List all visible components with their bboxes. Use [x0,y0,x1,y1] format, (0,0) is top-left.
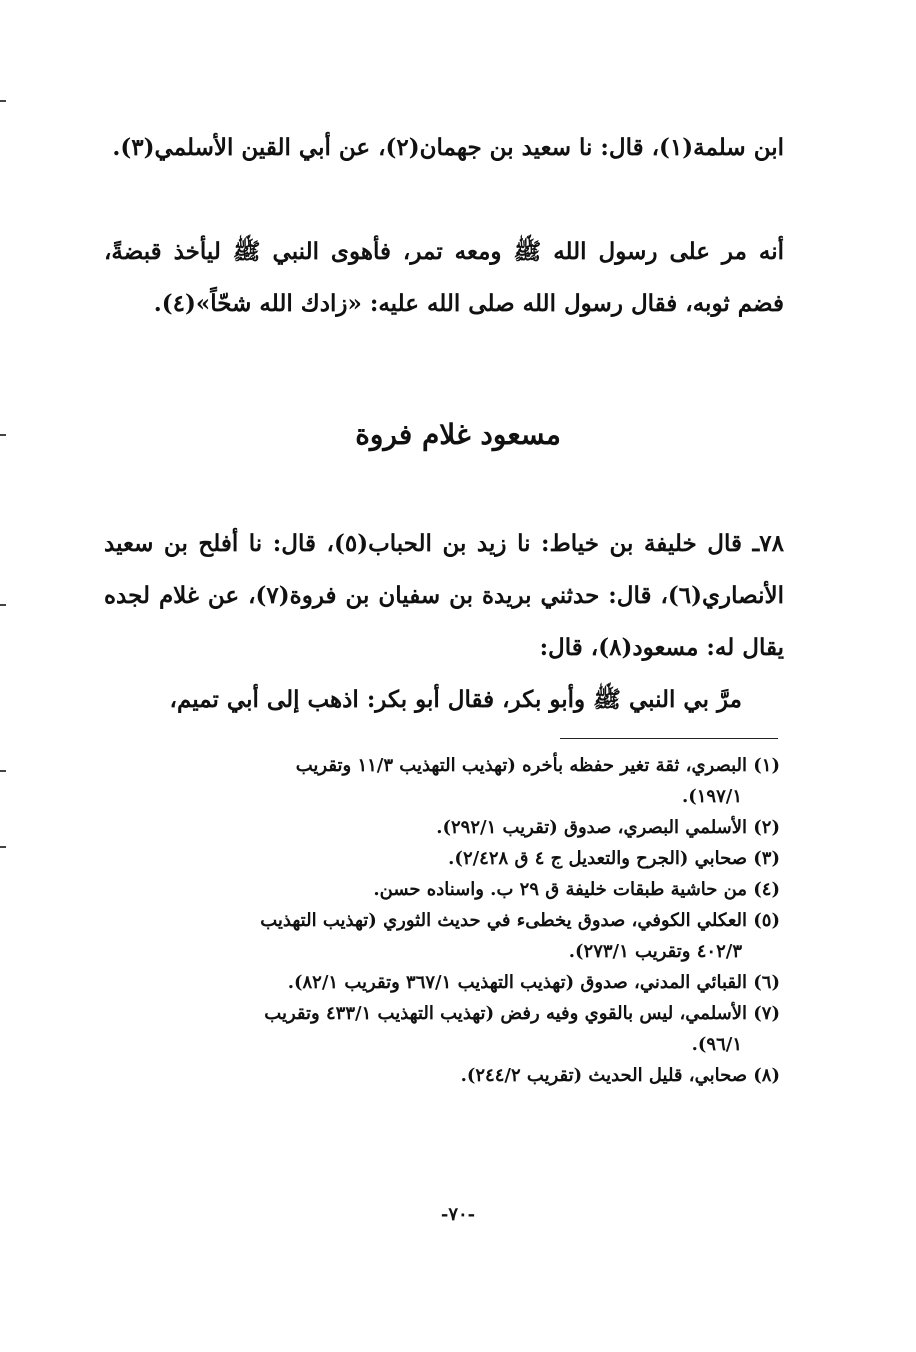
footnote-5 [104,905,780,967]
paragraph-isnad-1: ابن سلمة(١)، قال: نا سعيد بن جهمان(٢)، عن أبي القين الأسلمي(٣). [112,134,784,161]
scan-edge-mark [0,770,6,772]
footnote-1 [104,750,780,812]
footnote-4 [104,874,780,905]
scan-edge-mark [0,604,6,606]
paragraph-isnad-78: ٧٨ـ قال خليفة بن خياط: نا زيد بن الحباب(٥)، قال: نا أفلح بن سعيد الأنصاري(٦)، قال: حدثني بريدة بن سفيان بن فروة(٧)، عن غلام لجده يقال له: مسعود(٨)، قال: [104,530,784,661]
footnote-8 [104,1060,780,1091]
footnote-text: (٥) العكلي الكوفي، صدوق يخطىء في حديث الثوري (تهذيب التهذيب [260,910,780,931]
scan-edge-mark [0,846,6,848]
footnote-text: (١) البصري، ثقة تغير حفظه بأخره (تهذيب التهذيب ١١/٣ وتقريب [295,755,780,776]
footnote-continuation: ١٩٧/١). [681,786,742,807]
paragraph-hadith-78: مرَّ بي النبي ﷺ وأبو بكر، فقال أبو بكر: اذهب إلى أبي تميم، [169,686,742,713]
footnote-6 [104,967,780,998]
footnote-7 [104,998,780,1060]
footnote-text: (٦) القبائي المدني، صدوق (تهذيب التهذيب ٣٦٧/١ وتقريب ٨٢/١). [287,972,780,993]
footnote-text: (٢) الأسلمي البصري، صدوق (تقريب ٢٩٢/١). [436,817,780,838]
footnotes [104,750,780,1091]
paragraph-hadith-1: أنه مر على رسول الله ﷺ ومعه تمر، فأهوى النبي ﷺ ليأخذ قبضةً، فضم ثوبه، فقال رسول الله صلى الله عليه: «زادك الله شحّاً»(٤). [104,238,784,317]
page-number: -٧٠- [440,1204,476,1225]
section-heading: مسعود غلام فروة [355,418,561,451]
footnote-text: (٣) صحابي (الجرح والتعديل ج ٤ ق ٢/٤٢٨). [448,848,780,869]
footnote-text: (٤) من حاشية طبقات خليفة ق ٢٩ ب. واسناده حسن. [373,879,780,900]
footnote-3 [104,843,780,874]
footnote-divider [560,738,778,739]
footnote-continuation: ٤٠٢/٣ وتقريب ٢٧٣/١). [568,941,742,962]
footnote-continuation: ٩٦/١). [691,1034,742,1055]
footnote-text: (٨) صحابي، قليل الحديث (تقريب ٢٤٤/٢). [460,1065,780,1086]
footnote-2 [104,812,780,843]
scan-edge-mark [0,100,6,102]
scan-edge-mark [0,434,6,436]
footnote-text: (٧) الأسلمي، ليس بالقوي وفيه رفض (تهذيب التهذيب ٤٣٣/١ وتقريب [264,1003,780,1024]
